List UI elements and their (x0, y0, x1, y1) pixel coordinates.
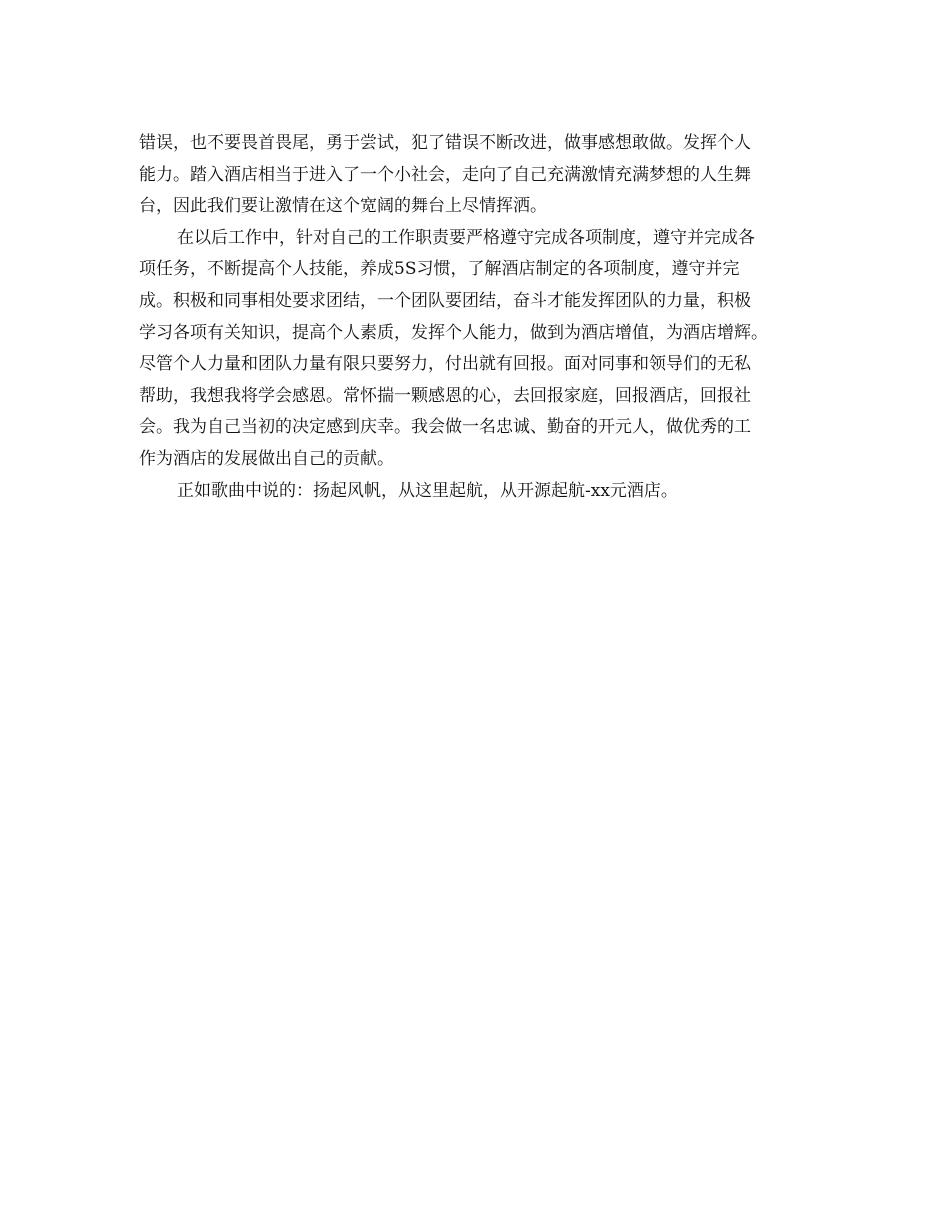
paragraph-2-line-3: 成。积极和同事相处要求团结，一个团队要团结，奋斗才能发挥团队的力量，积极 (139, 290, 751, 311)
paragraph-1-line-1: 错误，也不要畏首畏尾，勇于尝试，犯了错误不断改进，做事感想敢做。发挥个人 (139, 133, 751, 153)
paragraph-2-line-8: 作为酒店的发展做出自己的贡献。 (139, 448, 394, 469)
paragraph-2-line-6: 帮助，我想我将学会感恩。常怀揣一颗感恩的心，去回报家庭，回报酒店，回报社 (139, 385, 751, 406)
paragraph-1-line-2: 能力。踏入酒店相当于进入了一个小社会，走向了自己充满激情充满梦想的人生舞 (139, 164, 751, 185)
paragraph-1-line-3: 台，因此我们要让激情在这个宽阔的舞台上尽情挥洒。 (139, 196, 547, 217)
paragraph-2-line-4: 学习各项有关知识，提高个人素质，发挥个人能力，做到为酒店增值，为酒店增辉。 (139, 322, 768, 343)
document-body (139, 128, 819, 507)
paragraph-2-line-2: 项任务，不断提高个人技能，养成5S习惯，了解酒店制定的各项制度，遵守并完 (139, 259, 740, 280)
paragraph-2-line-7: 会。我为自己当初的决定感到庆幸。我会做一名忠诚、勤奋的开元人，做优秀的工 (139, 417, 751, 438)
paragraph-3-line-1: 正如歌曲中说的：扬起风帆，从这里起航，从开源起航-xx元酒店。 (177, 480, 678, 501)
paragraph-2-line-1: 在以后工作中，针对自己的工作职责要严格遵守完成各项制度，遵守并完成各 (177, 227, 755, 248)
paragraph-2-line-5: 尽管个人力量和团队力量有限只要努力，付出就有回报。面对同事和领导们的无私 (139, 354, 751, 375)
